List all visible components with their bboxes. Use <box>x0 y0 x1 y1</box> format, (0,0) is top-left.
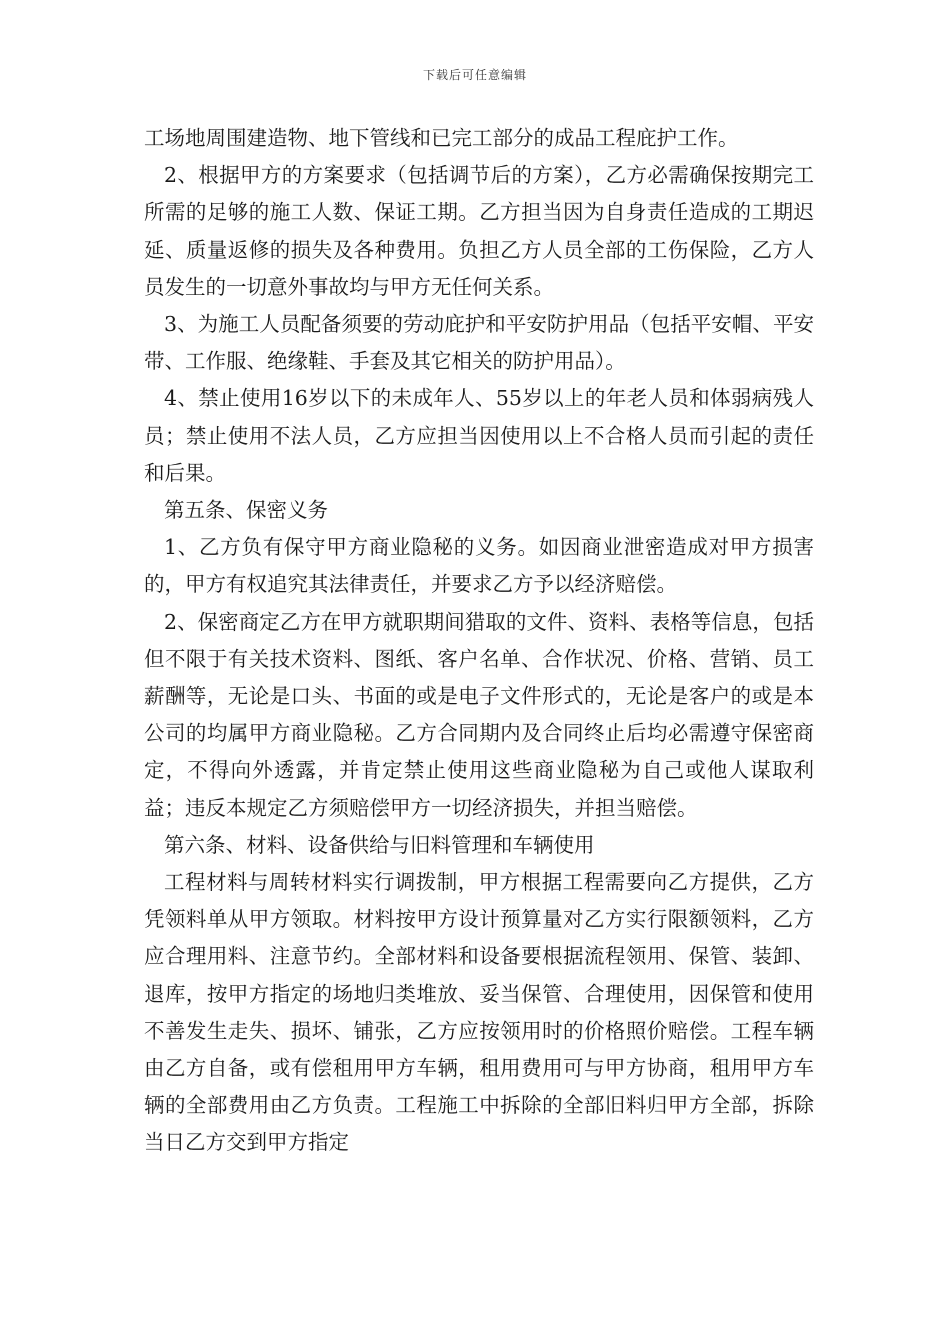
document-body <box>144 120 814 1162</box>
paragraph: 1、乙方负有保守甲方商业隐秘的义务。如因商业泄密造成对甲方损害的，甲方有权追究其法律责任，并要求乙方予以经济赔偿。 <box>144 535 814 597</box>
paragraph: 工场地周围建造物、地下管线和已完工部分的成品工程庇护工作。 <box>144 126 739 150</box>
paragraph: 4、禁止使用16岁以下的未成年人、55岁以上的年老人员和体弱病残人员；禁止使用不法人员，乙方应担当因使用以上不合格人员而引起的责任和后果。 <box>144 386 814 485</box>
paragraph: 3、为施工人员配备须要的劳动庇护和平安防护用品（包括平安帽、平安带、工作服、绝缘鞋、手套及其它相关的防护用品）。 <box>144 312 814 374</box>
paragraph: 2、根据甲方的方案要求（包括调节后的方案），乙方必需确保按期完工所需的足够的施工人数、保证工期。乙方担当因为自身责任造成的工期迟延、质量返修的损失及各种费用。负担乙方人员全部的工伤保险，乙方人员发生的一切意外事故均与甲方无任何关系。 <box>144 163 814 299</box>
page-header-note: 下载后可任意编辑 <box>422 68 527 82</box>
section-heading: 第五条、保密义务 <box>164 498 328 523</box>
section-heading: 第六条、材料、设备供给与旧料管理和车辆使用 <box>164 832 595 857</box>
paragraph: 工程材料与周转材料实行调拨制，甲方根据工程需要向乙方提供，乙方凭领料单从甲方领取。材料按甲方设计预算量对乙方实行限额领料，乙方应合理用料、注意节约。全部材料和设备要根据流程领用、保管、装卸、退库，按甲方指定的场地归类堆放、妥当保管、合理使用，因保管和使用不善发生走失、损坏、铺张，乙方应按领用时的价格照价赔偿。工程车辆由乙方自备，或有偿租用甲方车辆，租用费用可与甲方协商，租用甲方车辆的全部费用由乙方负责。工程施工中拆除的全部旧料归甲方全部，拆除当日乙方交到甲方指定 <box>144 870 814 1155</box>
paragraph: 2、保密商定乙方在甲方就职期间猎取的文件、资料、表格等信息，包括但不限于有关技术资料、图纸、客户名单、合作状况、价格、营销、员工薪酬等，无论是口头、书面的或是电子文件形式的，无论是客户的或是本公司的均属甲方商业隐秘。乙方合同期内及合同终止后均必需遵守保密商定，不得向外透露，并肯定禁止使用这些商业隐秘为自己或他人谋取利益；违反本规定乙方须赔偿甲方一切经济损失，并担当赔偿。 <box>144 609 814 820</box>
